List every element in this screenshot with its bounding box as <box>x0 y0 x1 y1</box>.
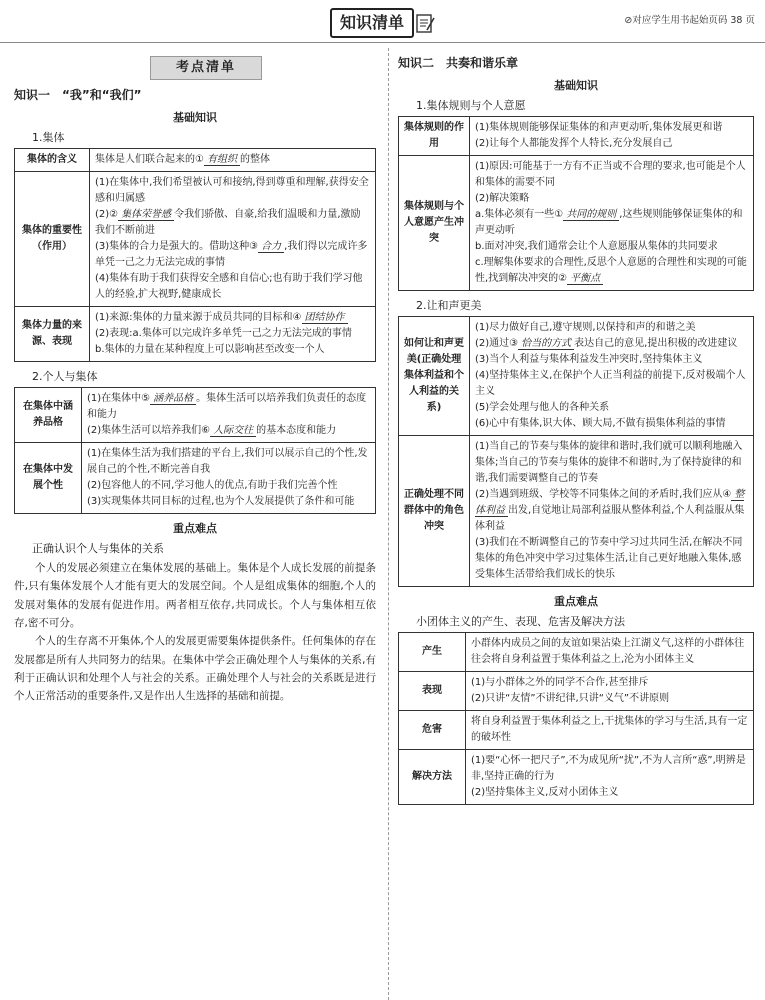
answer-blank: 平衡点 <box>567 273 603 285</box>
text: c.理解集体要求的合理性,反思个人意愿的合理性和实现的可能性,找到解决冲突的② <box>475 256 747 284</box>
answer-blank: 合力 <box>258 241 284 253</box>
subsection-individual-collective: 2.个人与集体 <box>32 369 98 383</box>
text: (2)集体生活可以培养我们⑥ <box>87 424 211 436</box>
text: (2)解决策略 <box>475 192 530 204</box>
answer-blank: 团结协作 <box>302 312 348 324</box>
table-row <box>399 435 754 586</box>
paragraph: 个人的发展必须建立在集体发展的基础上。集体是个人成长发展的前提条件,只有集体发展个人才能有更大的发展空间。个人是组成集体的细胞,个人的发展对集体的发展有促进作用。两者相互依存,共同成长。个人与集体相互依存,密不可分。 <box>14 561 376 629</box>
subsection-rules-will: 1.集体规则与个人意愿 <box>416 98 526 112</box>
row-label: 如何让和声更美(正确处理集体利益和个人利益的关系) <box>399 316 470 435</box>
row-content <box>466 749 754 804</box>
knowledge-1-title: 知识一 “我”和“我们” <box>14 88 142 102</box>
header-divider <box>0 42 765 43</box>
text: (2)包容他人的不同,学习他人的优点,有助于我们完善个性 <box>87 479 338 491</box>
answer-blank: 集体荣誉感 <box>118 209 174 221</box>
row-content <box>470 316 754 435</box>
text: (1)在集体中⑤ <box>87 392 151 404</box>
text <box>95 207 370 239</box>
section-banner: 考点清单 <box>150 56 262 80</box>
row-content <box>466 671 754 710</box>
text: 。集体生活可以培养我们负责任的态度和能力 <box>87 392 367 420</box>
row-label: 集体力量的来源、表现 <box>15 306 90 361</box>
row-label: 危害 <box>399 710 466 749</box>
text: (5)学会处理与他人的各种关系 <box>475 401 610 413</box>
text: (4)坚持集体主义,在保护个人正当利益的前提下,反对极端个人主义 <box>475 369 746 397</box>
text: (2)当遇到班级、学校等不同集体之间的矛盾时,我们应从④ <box>475 488 732 500</box>
text: (2)坚持集体主义,反对小团体主义 <box>471 786 619 798</box>
row-label: 集体的含义 <box>15 148 90 171</box>
text <box>475 207 748 239</box>
row-label: 解决方法 <box>399 749 466 804</box>
table-row <box>399 671 754 710</box>
text <box>95 239 370 271</box>
key-points-heading: 重点难点 <box>554 594 598 608</box>
notepad-icon <box>414 12 436 34</box>
text: (2)让每个人都能发挥个人特长,充分发展自己 <box>475 137 673 149</box>
text <box>475 336 748 352</box>
table-row <box>399 155 754 290</box>
answer-blank: 有组织 <box>204 154 240 166</box>
individual-collective-table <box>14 387 376 514</box>
text: (1)集体规则能够保证集体的和声更动听,集体发展更和谐 <box>475 121 723 133</box>
row-content: 将自身利益置于集体利益之上,干扰集体的学习与生活,具有一定的破坏性 <box>466 710 754 749</box>
text <box>475 487 748 535</box>
text <box>87 391 370 423</box>
text: (3)集体的合力是强大的。借助这种③ <box>95 240 259 252</box>
table-row <box>399 632 754 671</box>
row-label: 正确处理不同群体中的角色冲突 <box>399 435 470 586</box>
text: (2)只讲“友情”不讲纪律,只讲“义气”不讲原则 <box>471 692 670 704</box>
answer-blank: 涵养品格 <box>150 393 196 405</box>
text: (1)与小群体之外的同学不合作,甚至排斥 <box>471 676 649 688</box>
basic-knowledge-heading: 基础知识 <box>173 110 217 124</box>
row-content <box>90 148 376 171</box>
text <box>475 255 748 287</box>
answer-blank: 整体利益 <box>475 488 745 516</box>
knowledge-2-title: 知识二 共奏和谐乐章 <box>398 56 519 70</box>
right-column <box>398 50 754 811</box>
row-label: 在集体中涵养品格 <box>15 387 82 442</box>
text: (4)集体有助于我们获得安全感和自信心;也有助于我们学习他人的经验,扩大视野,健康成长 <box>95 272 363 300</box>
text: (1)在集体生活为我们搭建的平台上,我们可以展示自己的个性,发展自己的个性,不断完善自我 <box>87 447 368 475</box>
text: (6)心中有集体,识大体、顾大局,不做有损集体利益的事情 <box>475 417 726 429</box>
text: b.集体的力量在某种程度上可以影响甚至改变一个人 <box>95 343 325 355</box>
text: (3)实现集体共同目标的过程,也为个人发展提供了条件和可能 <box>87 495 355 507</box>
page-reference: ⊘对应学生用书起始页码 38 页 <box>624 15 755 26</box>
text: (1)在集体中,我们希望被认可和接纳,得到尊重和理解,获得安全感和归属感 <box>95 176 369 204</box>
text: 表达自己的意见,提出积极的改进建议 <box>574 337 738 349</box>
text: (3)我们在不断调整自己的节奏中学习过共同生活,在解决不同集体的角色冲突中学习过集体生活,让自己更好地融入集体,感受集体生活带给我们成长的快乐 <box>475 536 743 580</box>
text: 集体是人们联合起来的① <box>95 153 204 165</box>
text: 令我们骄傲、自豪,给我们温暖和力量,激励我们不断前进 <box>95 208 361 236</box>
table-row <box>399 710 754 749</box>
key-points-heading: 重点难点 <box>173 521 217 535</box>
row-content <box>470 155 754 290</box>
row-label: 集体规则的作用 <box>399 116 470 155</box>
text: 出发,自觉地让局部利益服从整体利益,个人利益服从集体利益 <box>475 504 745 532</box>
row-content <box>470 435 754 586</box>
answer-blank: 人际交往 <box>210 425 256 437</box>
text: a.集体必须有一些① <box>475 208 564 220</box>
row-label: 表现 <box>399 671 466 710</box>
text <box>95 310 370 326</box>
subsection-collective: 1.集体 <box>32 130 65 144</box>
table-row <box>15 148 376 171</box>
subsection-harmony: 2.让和声更美 <box>416 298 482 312</box>
row-content <box>90 171 376 306</box>
key-points-subtitle: 小团体主义的产生、表现、危害及解决方法 <box>416 614 625 628</box>
row-label: 在集体中发展个性 <box>15 442 82 513</box>
table-row <box>15 387 376 442</box>
rules-table <box>398 116 754 291</box>
text: (3)当个人利益与集体利益发生冲突时,坚持集体主义 <box>475 353 703 365</box>
text: ,我们得以完成许多单凭一己之力无法完成的事情 <box>95 240 368 268</box>
text: (1)当自己的节奏与集体的旋律和谐时,我们就可以顺利地融入集体;当自己的节奏与集体的旋律不和谐时,为了保持旋律的和谐,我们需要调整自己的节奏 <box>475 440 743 484</box>
row-content <box>470 116 754 155</box>
key-points-subtitle: 正确认识个人与集体的关系 <box>32 541 164 555</box>
row-content: 小群体内成员之间的友谊如果沾染上江湖义气,这样的小群体往往会将自身利益置于集体利益之上,沦为小团体主义 <box>466 632 754 671</box>
text: (1)要“心怀一把尺子”,不为成见所“扰”,不为人言所“惑”,明辨是非,坚持正确的行为 <box>471 754 746 782</box>
column-divider <box>388 48 389 1000</box>
text: (1)原因:可能基于一方有不正当或不合理的要求,也可能是个人和集体的需要不同 <box>475 160 746 188</box>
text: b.面对冲突,我们通常会让个人意愿服从集体的共同要求 <box>475 240 718 252</box>
harmony-table <box>398 316 754 587</box>
collective-table <box>14 148 376 362</box>
left-column <box>14 50 376 706</box>
answer-blank: 恰当的方式 <box>518 338 574 350</box>
text: (2)通过③ <box>475 337 519 349</box>
small-group-table <box>398 632 754 805</box>
table-row <box>15 306 376 361</box>
table-row <box>15 442 376 513</box>
text: 的整体 <box>239 153 270 165</box>
text: (2)表现:a.集体可以完成许多单凭一己之力无法完成的事情 <box>95 327 352 339</box>
text: (1)尽力做好自己,遵守规则,以保持和声的和谐之美 <box>475 321 696 333</box>
row-label: 产生 <box>399 632 466 671</box>
basic-knowledge-heading: 基础知识 <box>554 78 598 92</box>
row-content <box>82 442 376 513</box>
text: ,这些规则能够保证集体的和声更动听 <box>475 208 743 236</box>
row-content <box>82 387 376 442</box>
row-content <box>90 306 376 361</box>
table-row <box>399 116 754 155</box>
table-row <box>15 171 376 306</box>
table-row <box>399 749 754 804</box>
text: (1)来源:集体的力量来源于成员共同的目标和④ <box>95 311 302 323</box>
text: 的基本态度和能力 <box>256 424 337 436</box>
text <box>87 423 370 439</box>
row-label: 集体规则与个人意愿产生冲突 <box>399 155 470 290</box>
answer-blank: 共同的规则 <box>563 209 619 221</box>
table-row <box>399 316 754 435</box>
page-header-title: 知识清单 <box>330 8 414 38</box>
row-label: 集体的重要性（作用） <box>15 171 90 306</box>
paragraph: 个人的生存离不开集体,个人的发展更需要集体提供条件。任何集体的存在发展都是所有人共同努力的结果。在集体中学会正确处理个人与集体的关系,有利于正确认识和处理个人与社会的关系。正确处理个人与社会的关系既是进行个人正常活动的重要条件,又是作出人生选择的基础和前提。 <box>14 635 376 703</box>
text: (2)② <box>95 208 119 220</box>
